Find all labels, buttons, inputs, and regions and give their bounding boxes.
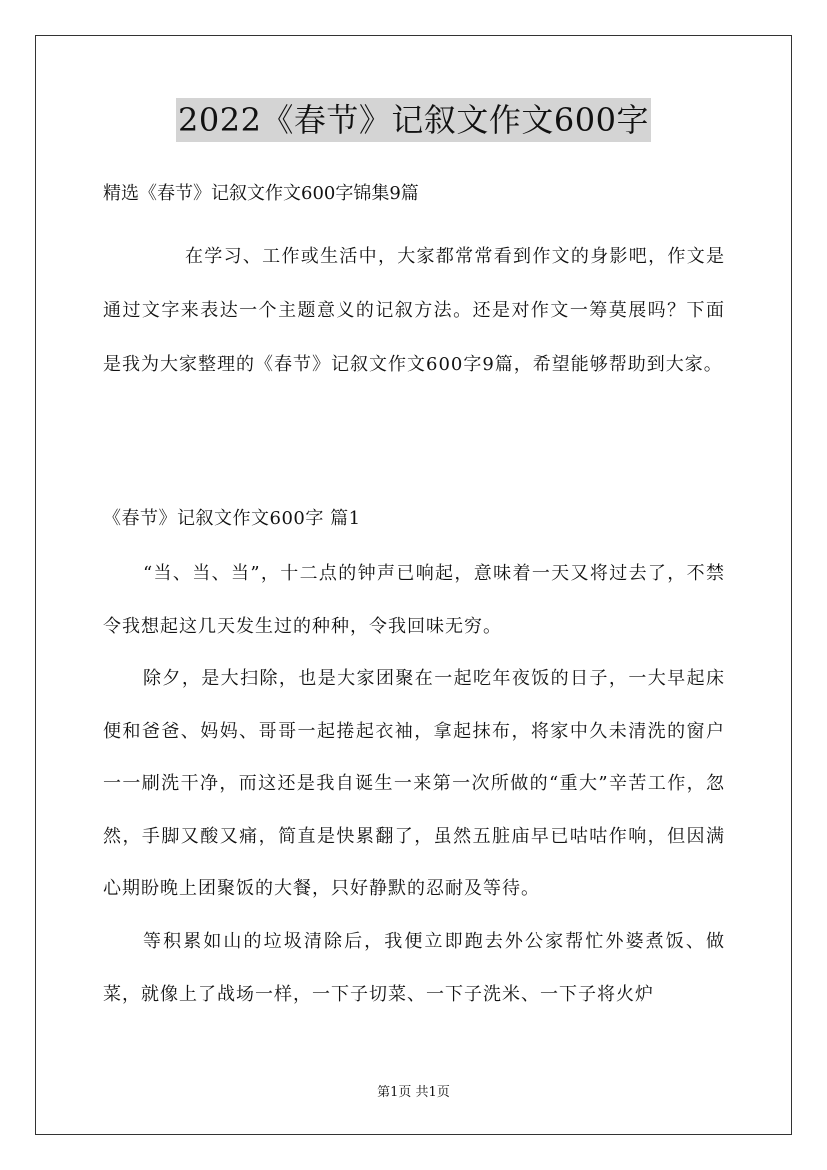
page-footer: 第1页 共1页 — [377, 1085, 450, 1100]
intro-paragraph: 在学习、工作或生活中，大家都常常看到作文的身影吧，作文是通过文字来表达一个主题意义的记叙方法。还是对作文一筹莫展吗？下面是我为大家整理的《春节》记叙文作文600字9篇，希望能够帮助到大家。 — [103, 246, 725, 375]
body-paragraph: 等积累如山的垃圾清除后，我便立即跑去外公家帮忙外婆煮饭、做菜，就像上了战场一样，一下子切菜、一下子洗米、一下子将火炉 — [103, 931, 725, 1005]
body-paragraph: “当、当、当”，十二点的钟声已响起，意味着一天又将过去了，不禁令我想起这几天发生过的种种，令我回味无穷。 — [103, 563, 725, 637]
document-title: 2022《春节》记叙文作文600字 — [176, 98, 651, 142]
title-container — [0, 98, 827, 142]
section-heading: 《春节》记叙文作文600字 篇1 — [103, 508, 361, 529]
body-paragraph: 除夕，是大扫除，也是大家团聚在一起吃年夜饭的日子，一大早起床便和爸爸、妈妈、哥哥一起捲起衣袖，拿起抹布，将家中久未清洗的窗户一一刷洗干净，而这还是我自诞生一来第一次所做的“重大”辛苦工作，忽然，手脚又酸又痛，简直是快累翻了，虽然五脏庙早已咕咕作响，但因满心期盼晚上团聚饭的大餐，只好静默的忍耐及等待。 — [103, 668, 725, 899]
document-subtitle: 精选《春节》记叙文作文600字锦集9篇 — [103, 183, 419, 204]
